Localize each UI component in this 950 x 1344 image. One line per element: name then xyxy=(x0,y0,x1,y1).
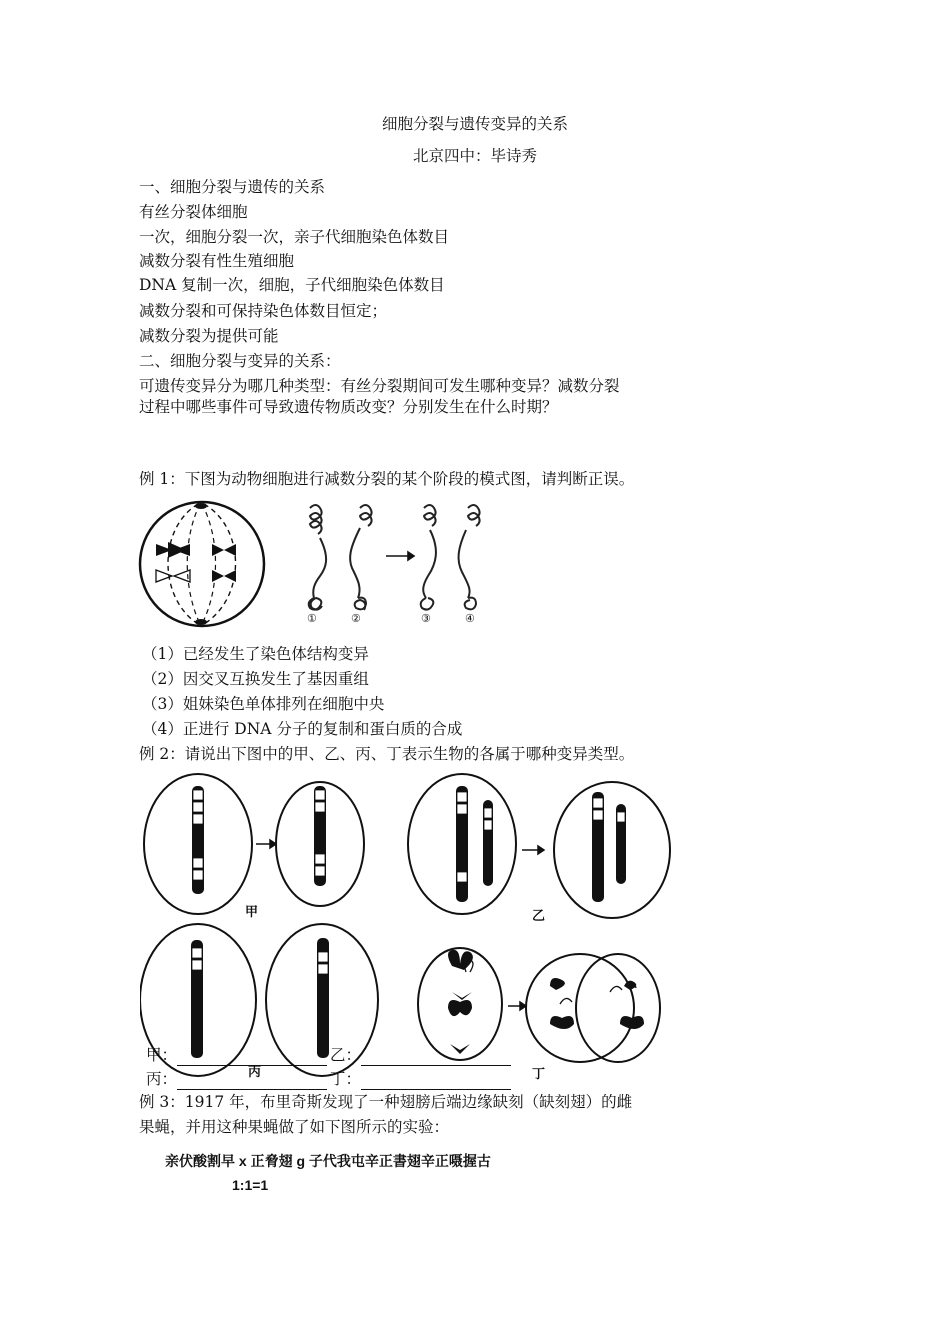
answer-blank[interactable] xyxy=(177,1073,327,1090)
ex1-option: （1）已经发生了染色体结构变异 xyxy=(142,645,369,663)
chromatid-label-1: ① xyxy=(307,612,317,625)
answer-bing: 丙： xyxy=(146,1068,327,1090)
answer-yi: 乙： xyxy=(330,1044,511,1066)
s1-line: 减数分裂和可保持染色体数目恒定； xyxy=(139,302,388,320)
chromatid-label-4: ④ xyxy=(465,612,475,625)
fig-label-bing: 丙 xyxy=(248,1065,262,1080)
s1-line: 一次，细胞分裂一次，亲子代细胞染色体数目 xyxy=(139,228,450,246)
answer-blank[interactable] xyxy=(361,1073,511,1090)
answer-blank[interactable] xyxy=(177,1049,327,1066)
ex3-figure-line: 亲伏酸割早 x 正脅翅 g 子代我屯辛正書翅辛正嗫握古 xyxy=(165,1153,491,1169)
fig-label-ding: 丁 xyxy=(532,1067,546,1082)
section1-heading: 一、细胞分裂与遗传的关系 xyxy=(139,178,326,196)
s1-line: 减数分裂为提供可能 xyxy=(139,327,279,345)
chromatid-label-3: ③ xyxy=(421,612,431,625)
ex1-option: （3）姐妹染色单体排列在细胞中央 xyxy=(142,695,385,713)
ex1-option: （2）因交叉互换发生了基因重组 xyxy=(142,670,369,688)
doc-author: 北京四中：毕诗秀 xyxy=(412,147,537,165)
answer-jia: 甲： xyxy=(146,1044,327,1066)
question-line: 可遗传变异分为哪几种类型：有丝分裂期间可发生哪种变异？减数分裂 xyxy=(139,377,620,395)
ex3-line: 果蝇，并用这种果蝇做了如下图所示的实验： xyxy=(139,1118,450,1136)
fig-label-yi: 乙 xyxy=(532,909,546,924)
ex3-figure-ratio: 1:1=1 xyxy=(232,1177,269,1193)
answer-blank[interactable] xyxy=(361,1049,511,1066)
doc-title: 细胞分裂与遗传变异的关系 xyxy=(381,115,568,133)
ex3-line: 例 3：1917 年，布里奇斯发现了一种翅膀后端边缘缺刻（缺刻翅）的雌 xyxy=(139,1093,633,1111)
chromatid-label-2: ② xyxy=(351,612,361,625)
s1-line: DNA 复制一次，细胞，子代细胞染色体数目 xyxy=(139,276,445,294)
section2-heading: 二、细胞分裂与变异的关系： xyxy=(139,352,341,370)
s1-line: 减数分裂有性生殖细胞 xyxy=(139,252,295,270)
s1-line: 有丝分裂体细胞 xyxy=(139,203,248,221)
ex2-figure xyxy=(140,772,680,1082)
ex1-chromatid-figure xyxy=(290,498,500,630)
question-line: 过程中哪些事件可导致遗传物质改变？分别发生在什么时期？ xyxy=(139,398,558,416)
ex1-cell-figure xyxy=(138,498,268,628)
ex1-option: （4）正进行 DNA 分子的复制和蛋白质的合成 xyxy=(142,720,463,738)
fig-label-jia: 甲 xyxy=(245,905,259,920)
answer-ding: 丁： xyxy=(330,1068,511,1090)
ex1-prompt: 例 1：下图为动物细胞进行减数分裂的某个阶段的模式图，请判断正误。 xyxy=(139,470,635,488)
ex2-prompt: 例 2：请说出下图中的甲、乙、丙、丁表示生物的各属于哪种变异类型。 xyxy=(139,745,635,763)
